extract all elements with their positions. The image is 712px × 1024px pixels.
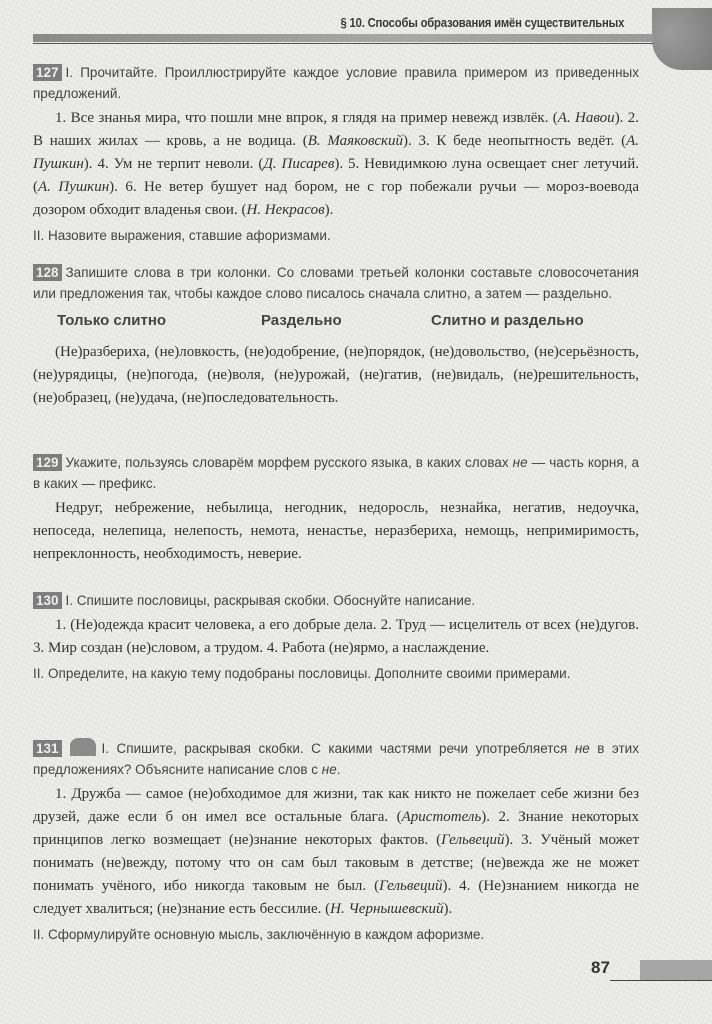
exercise-body [33,614,639,660]
author-name: Н. Некрасов [246,202,325,218]
exercise-number: 131 [33,740,62,757]
exercise-body [33,497,639,566]
text-segment: ). 3. К беде неопытность ведёт. ( [403,133,627,149]
task-text-italic: не [321,762,337,777]
page-number-shade [640,960,712,980]
exercise-129 [33,452,639,569]
exercise-body [33,341,639,410]
task-text-italic: не [512,455,528,470]
task-text: . [336,762,341,777]
author-name: В. Маяковский [307,133,404,149]
author-name: А. Пушкин [38,179,110,195]
exercise-task [33,452,639,494]
text-segment: ). 2. В наших жилах — кровь, а не водица. ( [33,110,640,149]
task-text: I. Спишите пословицы, раскрывая скобки. Обоснуйте написание. [65,593,476,608]
text-segment: 1. Дружба — самое (не)обходимое для жизни, так как никто не пожелает себе жизни без друзей, даже если б он имел все остальные блага. ( [33,786,639,825]
task-text: I. Прочитайте. Проиллюстрируйте каждое условие правила примером из приведенных предложений. [33,65,639,101]
header-bar [33,34,653,42]
column-header: Слитно и раздельно [431,312,584,329]
text-segment: 1. Все знанья мира, что пошли мне впрок, я глядя на пример невежд извлёк. ( [55,110,558,126]
task-part-2: II. Определите, на какую тему подобраны пословицы. Дополните своими примерами. [33,666,571,681]
text-segment: ). [443,901,453,917]
author-name: Аристотель [401,809,482,825]
exercise-task [33,590,639,611]
exercise-body [33,107,639,222]
author-name: Гельвеций [441,832,505,848]
text-segment: ). 4. Ум не терпит неволи. ( [83,156,264,172]
header-tab-decoration [652,8,712,70]
text-segment: ). 4. (Не)знанием никогда не следует хвалиться; (не)знание есть бессилие. ( [33,878,639,917]
text-segment: ). 6. Не ветер бушует над бором, не с гор побежали ручьи — мороз-воевода дозором обходит владенья свои. ( [33,179,640,218]
task-text: — часть корня, а в каких — префикс. [33,455,640,491]
exercise-128 [33,262,639,413]
exercise-130 [33,590,639,684]
section-title: § 10. Способы образования имён существительных [340,16,624,30]
task-text: Запишите слова в три колонки. Со словами третьей колонки составьте словосочетания или предложения так, чтобы каждое слово писалось сначала слитно, а затем — раздельно. [33,265,639,301]
book-icon [70,738,96,756]
text-segment: Недруг, небрежение, небылица, негодник, недоросль, незнайка, негатив, недоучка, непоседа, нелепица, нелепость, немота, ненастье, неразбериха, немощь, непримиримость, непреклонность, необходимость, неверие. [33,500,639,562]
header-divider [33,43,653,44]
exercise-131 [33,738,639,945]
exercise-body [33,783,639,921]
task-text: I. Спишите, раскрывая скобки. С какими частями речи употребляется [101,741,575,756]
text-segment: (Не)разбериха, (не)ловкость, (не)одобрение, (не)порядок, (не)довольство, (не)серьёзность, (не)урядицы, (не)погода, (не)воля, (не)урожай, (не)гатив, (не)видаль, (не)решительность, (не)образец, (не)удача, (не)последовательность. [33,344,639,406]
task-text: Укажите, пользуясь словарём морфем русского языка, в каких словах [65,455,513,470]
page-number-rule [610,980,712,981]
exercise-task [33,738,639,780]
task-text: в этих предложениях? Объясните написание слов с [33,741,639,777]
exercise-127 [33,62,639,246]
author-name: Гельвеций [379,878,443,894]
column-header: Раздельно [261,312,342,329]
exercise-number: 129 [33,454,62,471]
task-text-italic: не [574,741,590,756]
exercise-number: 127 [33,64,62,81]
text-segment: ). 5. Невидимкою луна освещает снег летучий. ( [33,156,639,195]
text-segment: ). 3. Учёный может понимать (не)вежду, потому что он сам был таковым в детстве; (не)вежда же не может понимать учёного, ибо никогда таковым не был. ( [33,832,639,894]
task-part-2: II. Назовите выражения, ставшие афоризмами. [33,228,331,243]
exercise-number: 130 [33,592,62,609]
task-part-2: II. Сформулируйте основную мысль, заключённую в каждом афоризме. [33,927,485,942]
exercise-task [33,262,639,304]
text-segment: 1. (Не)одежда красит человека, а его добрые дела. 2. Труд — исцелитель от всех (не)дугов. 3. Мир создан (не)словом, а трудом. 4. Работа (не)ярмо, а наслаждение. [33,617,639,656]
author-name: Д. Писарев [263,156,335,172]
author-name: А. Навои [557,110,615,126]
exercise-task [33,62,639,104]
page-number: 87 [591,958,610,977]
text-segment: ). [324,202,334,218]
author-name: А. Пушкин [33,133,639,172]
text-segment: ). 2. Знание некоторых принципов легко возмещает (не)знание некоторых фактов. ( [33,809,640,848]
column-header: Только слитно [57,312,167,329]
column-headers [57,312,639,329]
exercise-number: 128 [33,264,62,281]
author-name: Н. Чернышевский [330,901,444,917]
